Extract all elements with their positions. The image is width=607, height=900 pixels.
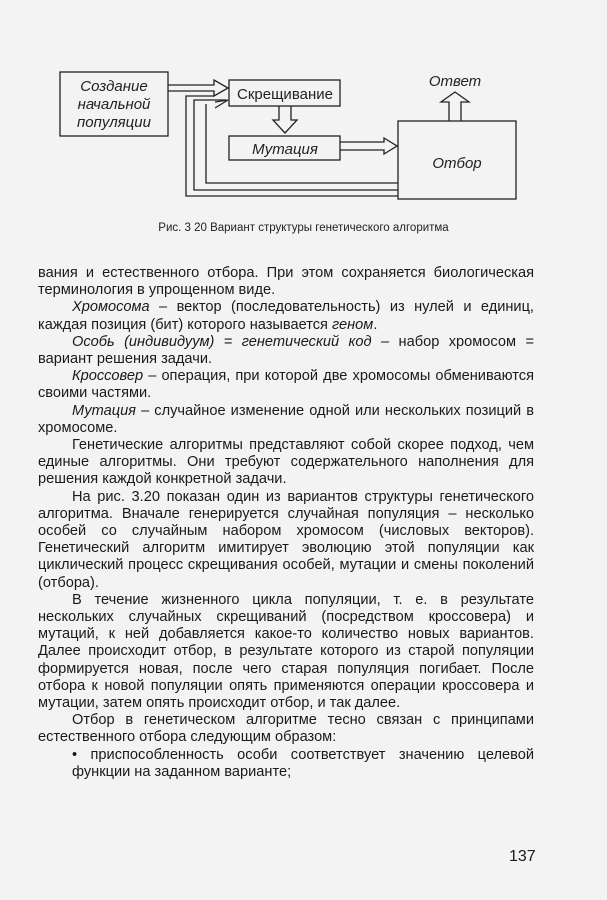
page-number: 137 xyxy=(509,848,536,865)
term: Особь (индивидуум) = генетический код xyxy=(72,333,372,350)
definition-end: . xyxy=(373,316,378,333)
definition: – операция, при которой две хромосомы обмениваются своими частями. xyxy=(38,368,534,402)
box-selection-label: Отбор xyxy=(432,155,482,172)
bullet-text: приспособленность особи соответствует значению целевой функции на заданном варианте; xyxy=(72,746,534,780)
figure-caption: Рис. 3 20 Вариант структуры генетического алгоритма xyxy=(158,222,449,234)
box-mutation-label: Мутация xyxy=(252,141,318,158)
paragraph: В течение жизненного цикла популяции, т. е. в результате нескольких случайных скрещиваний (посредством кроссовера) и мутаций, к ней добавляется какое-то количество новых вариантов. Далее происходит отбор, в результате которого из старой популяции формируется новая, после чего старая популяция погибает. После отбора к новой популяции опять применяются операции кроссовера и мутации, затем опять происходит отбор, и так далее. xyxy=(38,591,534,712)
paragraph: На рис. 3.20 показан один из вариантов структуры генетического алгоритма. Вначале генерируется случайная популяция – несколько особей со случайным набором хромосом (числовых векторов). Генетический алгоритм имитирует эволюцию этой популяции как циклический процесс скрещивания особей, мутации и смены поколений (отбора). xyxy=(38,488,534,591)
definition: – вектор (последовательность) из нулей и единиц, каждая позиция (бит) которого называется xyxy=(38,299,534,333)
term: геном xyxy=(332,316,374,333)
bullet-item xyxy=(38,747,534,781)
genetic-algorithm-diagram xyxy=(0,0,607,215)
box-create-line2: начальной xyxy=(77,96,151,113)
paragraph: Генетические алгоритмы представляют собой скорее подход, чем единые алгоритмы. Они требуют содержательного наполнения для решения каждой конкретной задачи. xyxy=(38,437,534,488)
bullet-marker: • xyxy=(72,746,78,763)
definition: – случайное изменение одной или нескольких позиций в хромосоме. xyxy=(38,402,534,436)
paragraph: вания и естественного отбора. При этом сохраняется биологическая терминология в упрощенном виде. xyxy=(38,265,534,299)
box-create-line1: Создание xyxy=(80,78,148,95)
term: Мутация xyxy=(72,402,136,419)
paragraph-chromosome xyxy=(38,299,534,333)
term: Хромосома xyxy=(72,299,150,316)
answer-label: Ответ xyxy=(428,73,482,90)
box-crossover-label: Скрещивание xyxy=(237,86,333,103)
term: Кроссовер xyxy=(72,368,144,385)
body-text xyxy=(38,265,534,781)
definition: – набор хромосом = вариант решения задачи. xyxy=(38,333,534,368)
paragraph: Отбор в генетическом алгоритме тесно связан с принципами естественного отбора следующим образом: xyxy=(38,712,534,746)
paragraph-mutation xyxy=(38,403,534,437)
box-create-line3: популяции xyxy=(77,114,151,131)
paragraph-crossover xyxy=(38,368,534,402)
paragraph-individual xyxy=(38,334,534,368)
